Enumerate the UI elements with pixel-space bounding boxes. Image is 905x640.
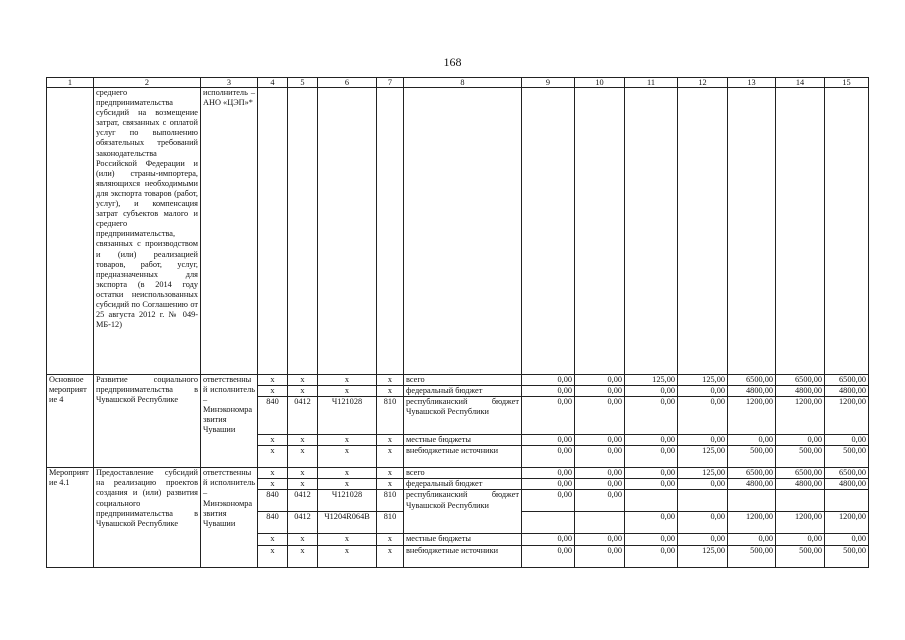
budget-table	[46, 77, 869, 568]
measure-number: Основное мероприятие 4	[47, 375, 94, 468]
col-header: 9	[522, 78, 575, 88]
responsible-executor: ответственный исполнитель – Минэкономразвития Чувашии	[201, 375, 258, 468]
col-header: 11	[625, 78, 678, 88]
responsible-executor: исполнитель – АНО «ЦЭП»*	[201, 88, 258, 375]
table-row: 840 0412 Ч121028 810 республиканский бюджет Чувашской Республики 0,00 0,00	[47, 490, 869, 512]
table-row: Мероприятие 4.1 Предоставление субсидий на реализацию проектов создания и (или) развития социального предпринимательства в Чувашской Республике ответственный исполнитель – Минэкономразвития Чувашии х х х х всего 0,00 0,00 0,00 125,00 6500,00 6500,00 6500,00	[47, 468, 869, 479]
table-row: 840 0412 Ч121028 810 республиканский бюджет Чувашской Республики 0,00 0,00 0,00 0,00 1200,00 1200,00 1200,00	[47, 397, 869, 435]
col-header: 6	[318, 78, 377, 88]
table-row: х х х х внебюджетные источники 0,00 0,00 0,00 125,00 500,00 500,00 500,00	[47, 446, 869, 468]
responsible-executor: ответственный исполнитель – Минэкономразвития Чувашии	[201, 468, 258, 567]
col-header: 1	[47, 78, 94, 88]
table-row: х х х х федеральный бюджет 0,00 0,00 0,00 0,00 4800,00 4800,00 4800,00	[47, 386, 869, 397]
table-row: х х х х местные бюджеты 0,00 0,00 0,00 0,00 0,00 0,00 0,00	[47, 534, 869, 545]
col-header: 15	[825, 78, 869, 88]
col-header: 10	[575, 78, 625, 88]
table-row: 840 0412 Ч1204R064В 810 0,00 0,00 1200,00 1200,00 1200,00	[47, 512, 869, 534]
col-header: 5	[288, 78, 318, 88]
measure-description: среднего предпринимательства субсидий на возмещение затрат, связанных с оплатой услуг по выполнению обязательных требований законодательства Российской Федерации и (или) страны-импортера, являющихся необходимыми для экспорта товаров (работ, услуг), и компенсация затрат субъектов малого и среднего предпринимательства, связанных с производством и (или) реализацией товаров, работ, услуг, предназначенных для экспорта (в 2014 году остатки неиспользованных субсидий по Соглашению от 25 августа 2012 г. № 049-МБ-12)	[94, 88, 201, 375]
measure-number: Мероприятие 4.1	[47, 468, 94, 567]
col-header: 3	[201, 78, 258, 88]
table-row: Основное мероприятие 4 Развитие социального предпринимательства в Чувашской Республике ответственный исполнитель – Минэкономразвития Чувашии х х х х всего 0,00 0,00 125,00 125,00 6500,00 6500,00 6500,00	[47, 375, 869, 386]
col-header: 7	[377, 78, 404, 88]
measure-description: Предоставление субсидий на реализацию проектов создания и (или) развития социального предпринимательства в Чувашской Республике	[94, 468, 201, 567]
table-row: х х х х местные бюджеты 0,00 0,00 0,00 0,00 0,00 0,00 0,00	[47, 435, 869, 446]
col-header: 8	[404, 78, 522, 88]
table-row: х х х х внебюджетные источники 0,00 0,00 0,00 125,00 500,00 500,00 500,00	[47, 545, 869, 567]
col-header: 13	[728, 78, 776, 88]
page-number: 168	[443, 55, 462, 69]
measure-description: Развитие социального предпринимательства в Чувашской Республике	[94, 375, 201, 468]
table-row: х х х х федеральный бюджет 0,00 0,00 0,00 0,00 4800,00 4800,00 4800,00	[47, 479, 869, 490]
col-header: 12	[678, 78, 728, 88]
header-row	[47, 78, 869, 88]
col-header: 4	[258, 78, 288, 88]
table-row	[47, 88, 869, 375]
col-header: 14	[776, 78, 825, 88]
col-header: 2	[94, 78, 201, 88]
